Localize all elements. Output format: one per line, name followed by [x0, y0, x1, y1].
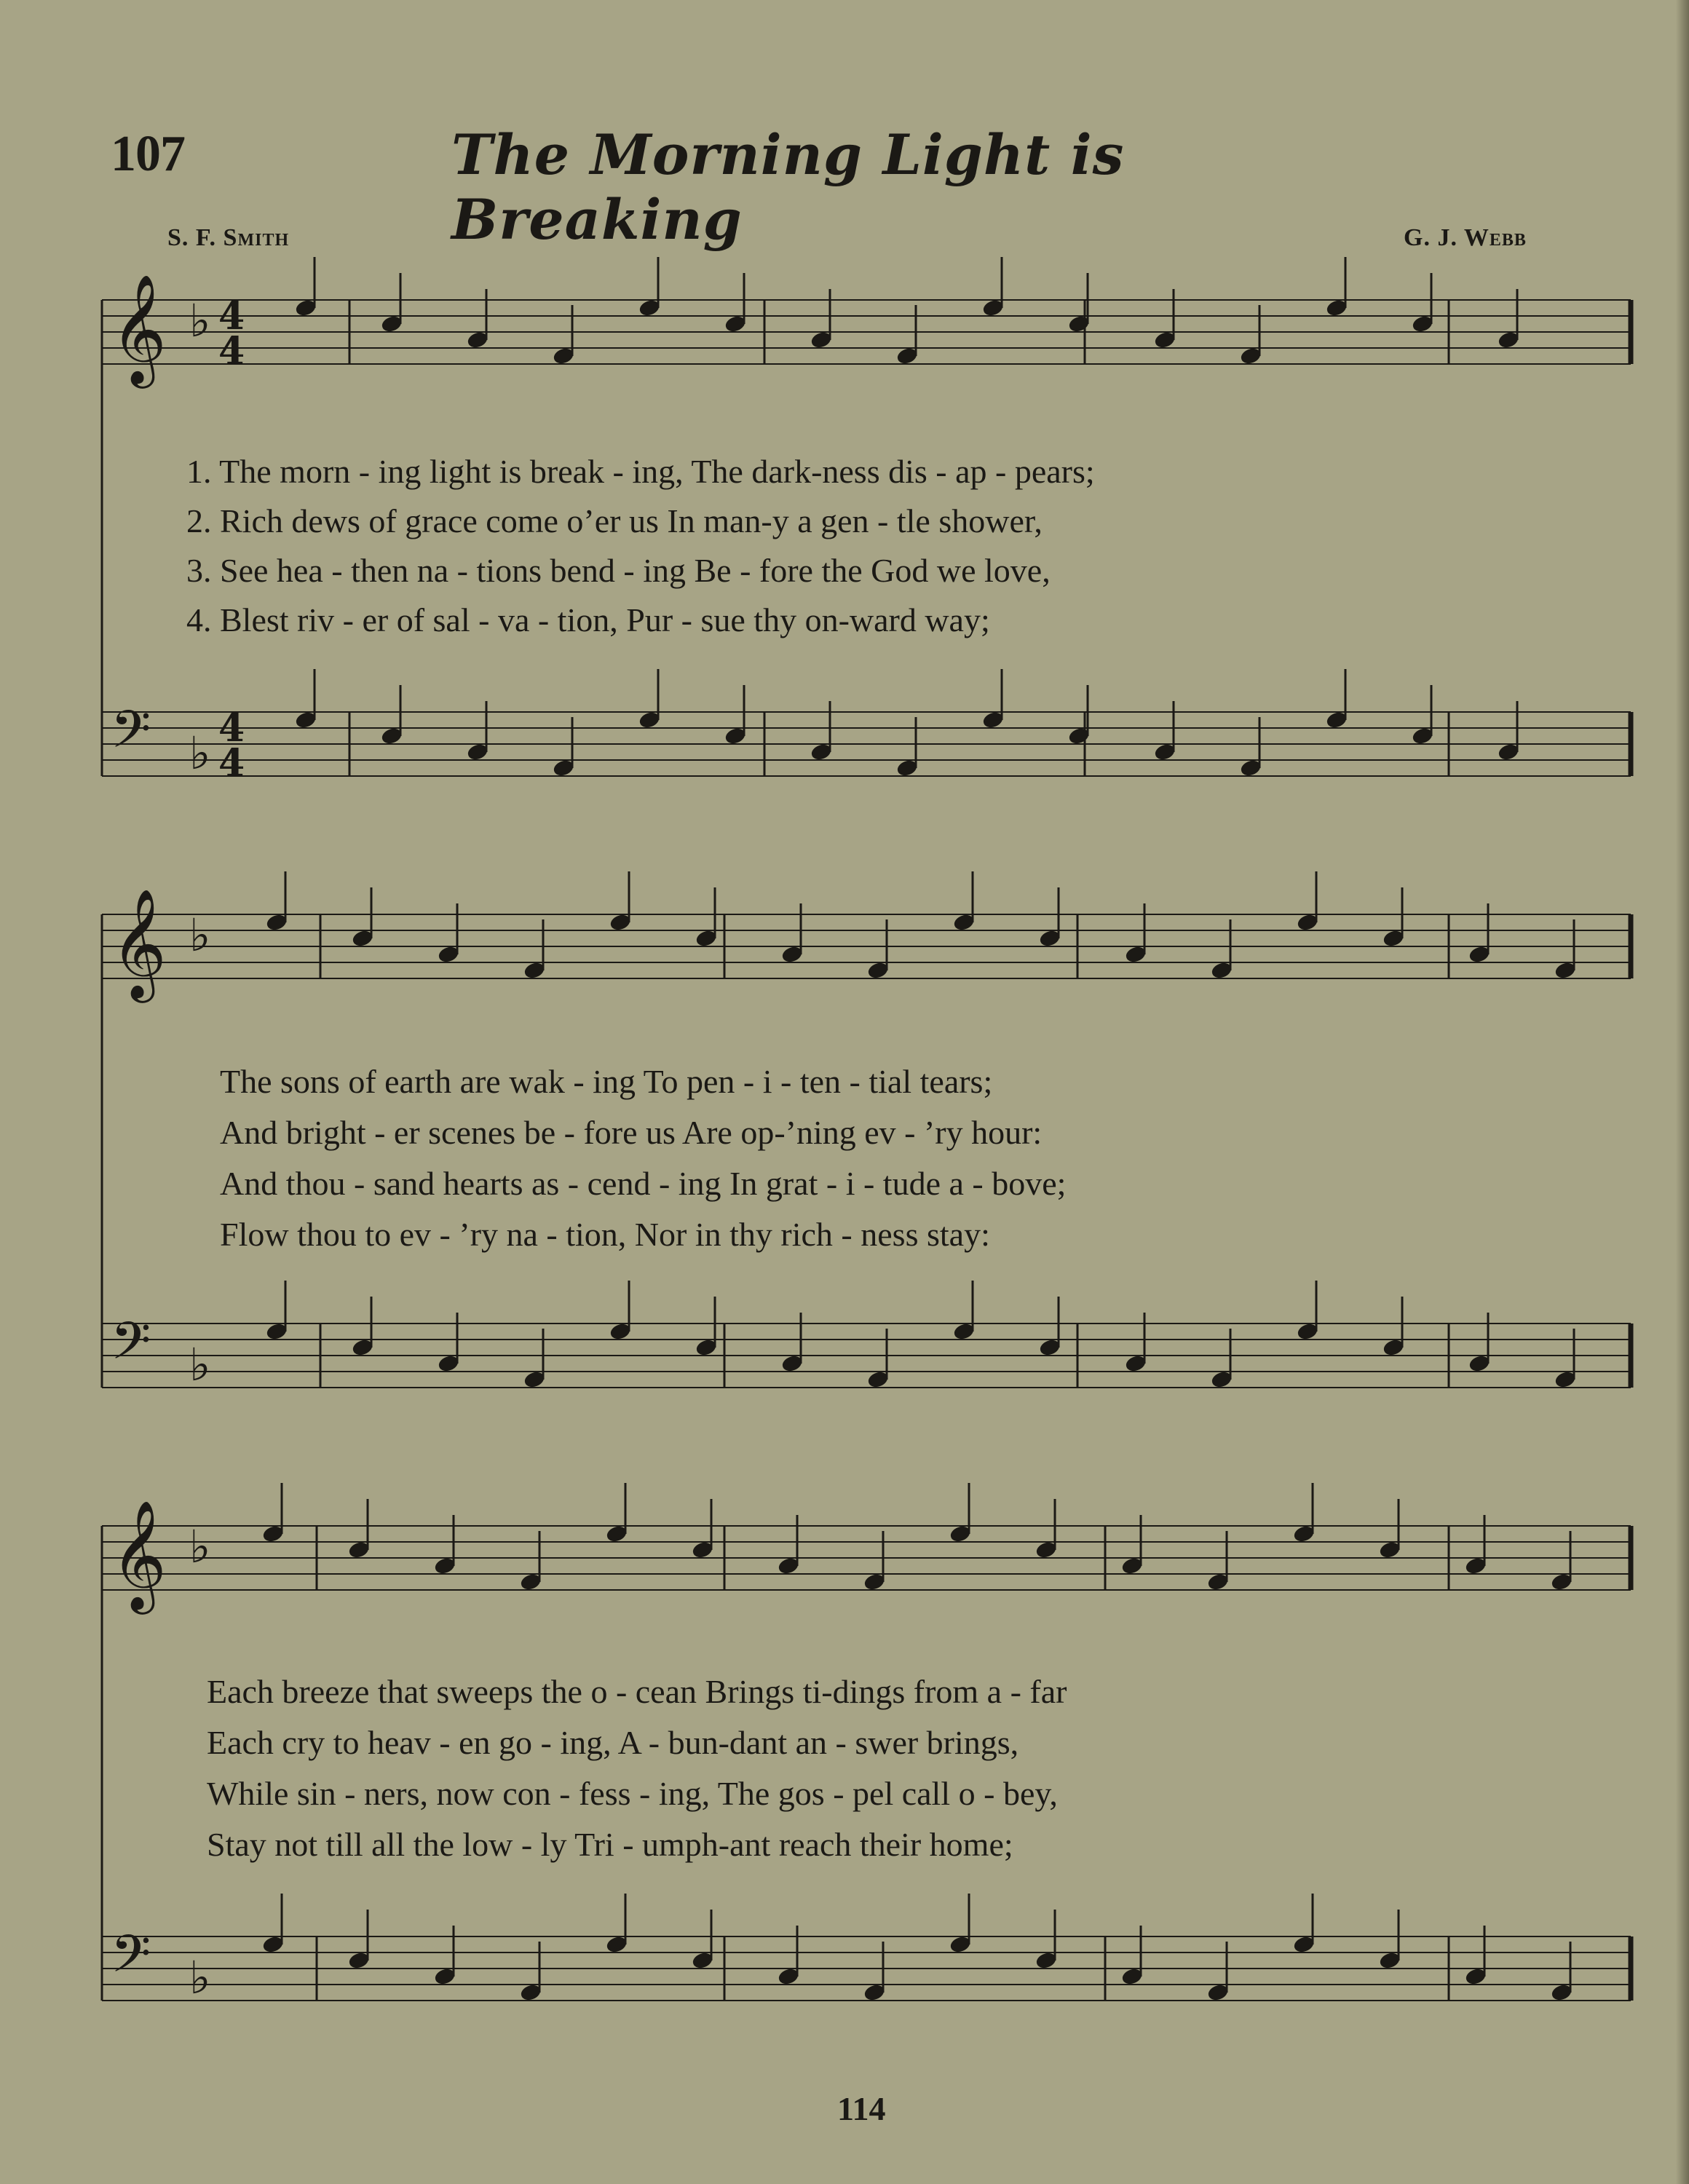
lyric-line: And bright - er scenes be - fore us Are op-’ning ev - ’ry hour:: [220, 1114, 1043, 1151]
lyric-line: 1. The morn - ing light is break - ing, The dark-ness dis - ap - pears;: [186, 453, 1095, 490]
composer-credit: G. J. Webb: [1404, 224, 1527, 251]
hymn-title: The Morning Light is Breaking: [451, 122, 1125, 252]
lyric-line: And thou - sand hearts as - cend - ing In grat - i - tude a - bove;: [220, 1165, 1067, 1202]
key-flat-icon: ♭: [189, 294, 211, 347]
lyric-line: While sin - ners, now con - fess - ing, The gos - pel call o - bey,: [207, 1775, 1058, 1812]
lyric-line: 3. See hea - then na - tions bend - ing Be - fore the God we love,: [186, 552, 1051, 589]
bass-clef-icon: 𝄢: [111, 1311, 151, 1384]
time-signature-icon: 4: [218, 329, 245, 373]
page-number: 114: [837, 2090, 886, 2127]
author-credit: S. F. Smith: [167, 224, 290, 251]
treble-clef-icon: 𝄞: [111, 273, 167, 384]
key-flat-icon: ♭: [189, 1951, 211, 2004]
key-flat-icon: ♭: [189, 1338, 211, 1391]
lyric-line: 4. Blest riv - er of sal - va - tion, Pur - sue thy on-ward way;: [186, 601, 990, 638]
lyric-line: Each cry to heav - en go - ing, A - bun-dant an - swer brings,: [207, 1724, 1019, 1761]
key-flat-icon: ♭: [189, 909, 211, 962]
lyric-line: The sons of earth are wak - ing To pen - i - ten - tial tears;: [220, 1063, 993, 1100]
lyric-line: 2. Rich dews of grace come o’er us In man-y a gen - tle shower,: [186, 502, 1043, 539]
time-signature-icon: 4: [218, 706, 245, 751]
time-signature-icon: 4: [218, 741, 245, 786]
lyric-line: Flow thou to ev - ’ry na - tion, Nor in thy rich - ness stay:: [220, 1216, 990, 1253]
bass-clef-icon: 𝄢: [111, 1924, 151, 1997]
lyric-line: Each breeze that sweeps the o - cean Brings ti-dings from a - far: [207, 1673, 1067, 1710]
hymn-number: 107: [111, 126, 185, 182]
bass-clef-icon: 𝄢: [111, 700, 151, 772]
treble-clef-icon: 𝄞: [111, 887, 167, 998]
time-signature-icon: 4: [218, 294, 245, 339]
treble-clef-icon: 𝄞: [111, 1499, 167, 1610]
key-flat-icon: ♭: [189, 727, 211, 780]
lyric-line: Stay not till all the low - ly Tri - umph-ant reach their home;: [207, 1826, 1013, 1863]
key-flat-icon: ♭: [189, 1520, 211, 1573]
